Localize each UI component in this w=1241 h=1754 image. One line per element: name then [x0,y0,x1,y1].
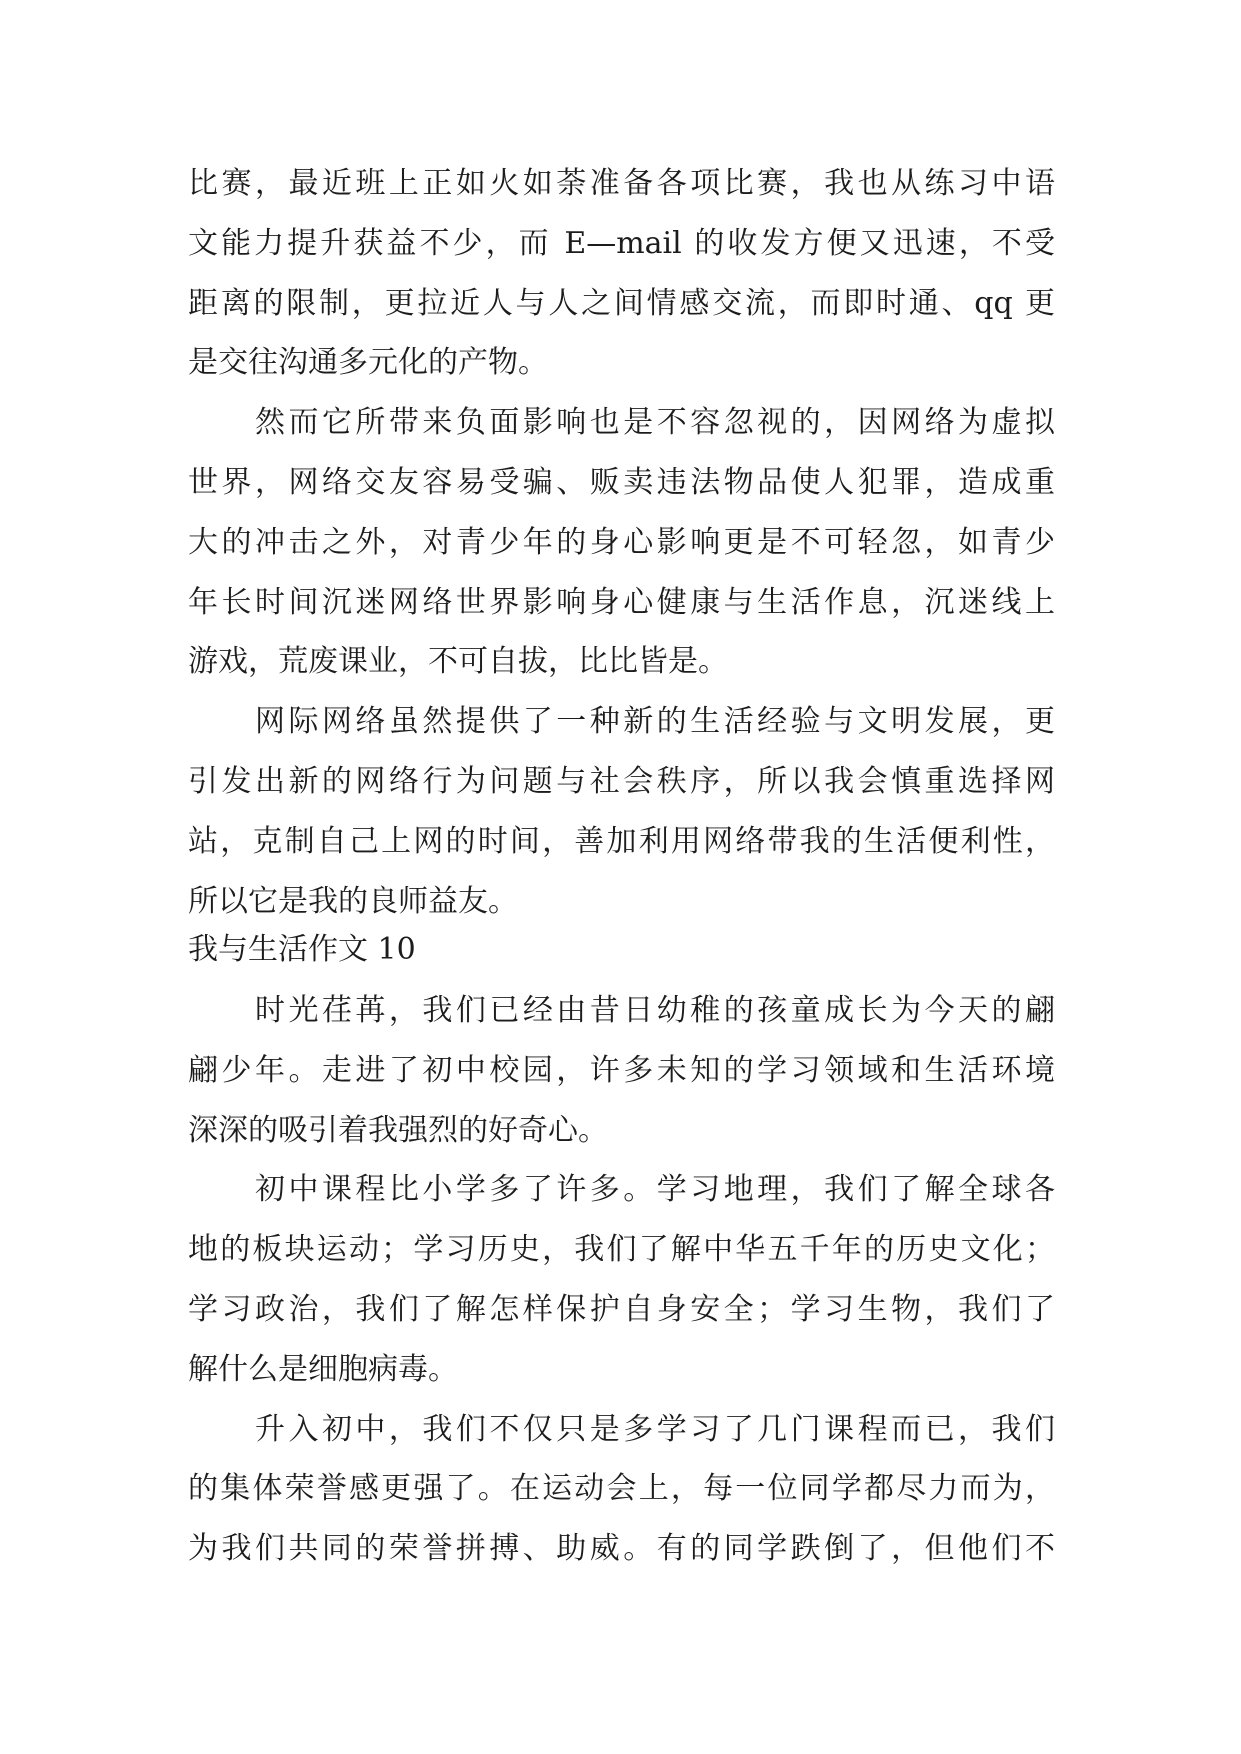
text-line: 学习政治，我们了解怎样保护自身安全；学习生物，我们了 [188,1292,1055,1328]
text-line: 为我们共同的荣誉拼搏、助威。有的同学跌倒了，但他们不 [188,1531,1055,1567]
text-line: 初中课程比小学多了许多。学习地理，我们了解全球各 [255,1172,1055,1208]
text-line: 游戏，荒废课业，不可自拔，比比皆是。 [188,644,728,680]
text-line: 年长时间沉迷网络世界影响身心健康与生活作息，沉迷线上 [188,584,1055,620]
paragraph [188,1400,1055,1579]
text-line: 文能力提升获益不少，而 E—mail 的收发方便又迅速，不受 [188,225,1055,261]
text-line: 比赛，最近班上正如火如荼准备各项比赛，我也从练习中语 [188,166,1055,201]
text-line: 距离的限制，更拉近人与人之间情感交流，而即时通、qq 更 [188,285,1055,321]
paragraph [188,692,1055,931]
text-line: 的集体荣誉感更强了。在运动会上，每一位同学都尽力而为， [188,1471,1055,1507]
paragraph [188,154,1055,393]
text-line: 升入初中，我们不仅只是多学习了几门课程而已，我们 [255,1411,1055,1447]
text-line: 地的板块运动；学习历史，我们了解中华五千年的历史文化； [188,1232,1055,1268]
text-line: 所以它是我的良师益友。 [188,883,518,919]
paragraph [188,393,1055,692]
section-heading: 我与生活作文 10 [188,932,416,968]
document-body [188,154,1055,1579]
text-line: 世界，网络交友容易受骗、贩卖违法物品使人犯罪，造成重 [188,464,1055,500]
text-line: 然而它所带来负面影响也是不容忽视的，因网络为虚拟 [255,405,1055,441]
text-line: 解什么是细胞病毒。 [188,1351,458,1387]
paragraph [188,981,1055,1160]
text-line: 翩少年。走进了初中校园，许多未知的学习领域和生活环境 [188,1052,1055,1088]
text-line: 是交往沟通多元化的产物。 [188,345,548,381]
text-line: 大的冲击之外，对青少年的身心影响更是不可轻忽，如青少 [188,524,1055,560]
text-line: 站，克制自己上网的时间，善加利用网络带我的生活便利性， [188,823,1055,859]
paragraph [188,1160,1055,1399]
text-line: 时光荏苒，我们已经由昔日幼稚的孩童成长为今天的翩 [255,993,1055,1029]
text-line: 引发出新的网络行为问题与社会秩序，所以我会慎重选择网 [188,763,1055,799]
text-line: 深深的吸引着我强烈的好奇心。 [188,1112,608,1148]
text-line: 网际网络虽然提供了一种新的生活经验与文明发展，更 [255,704,1055,740]
